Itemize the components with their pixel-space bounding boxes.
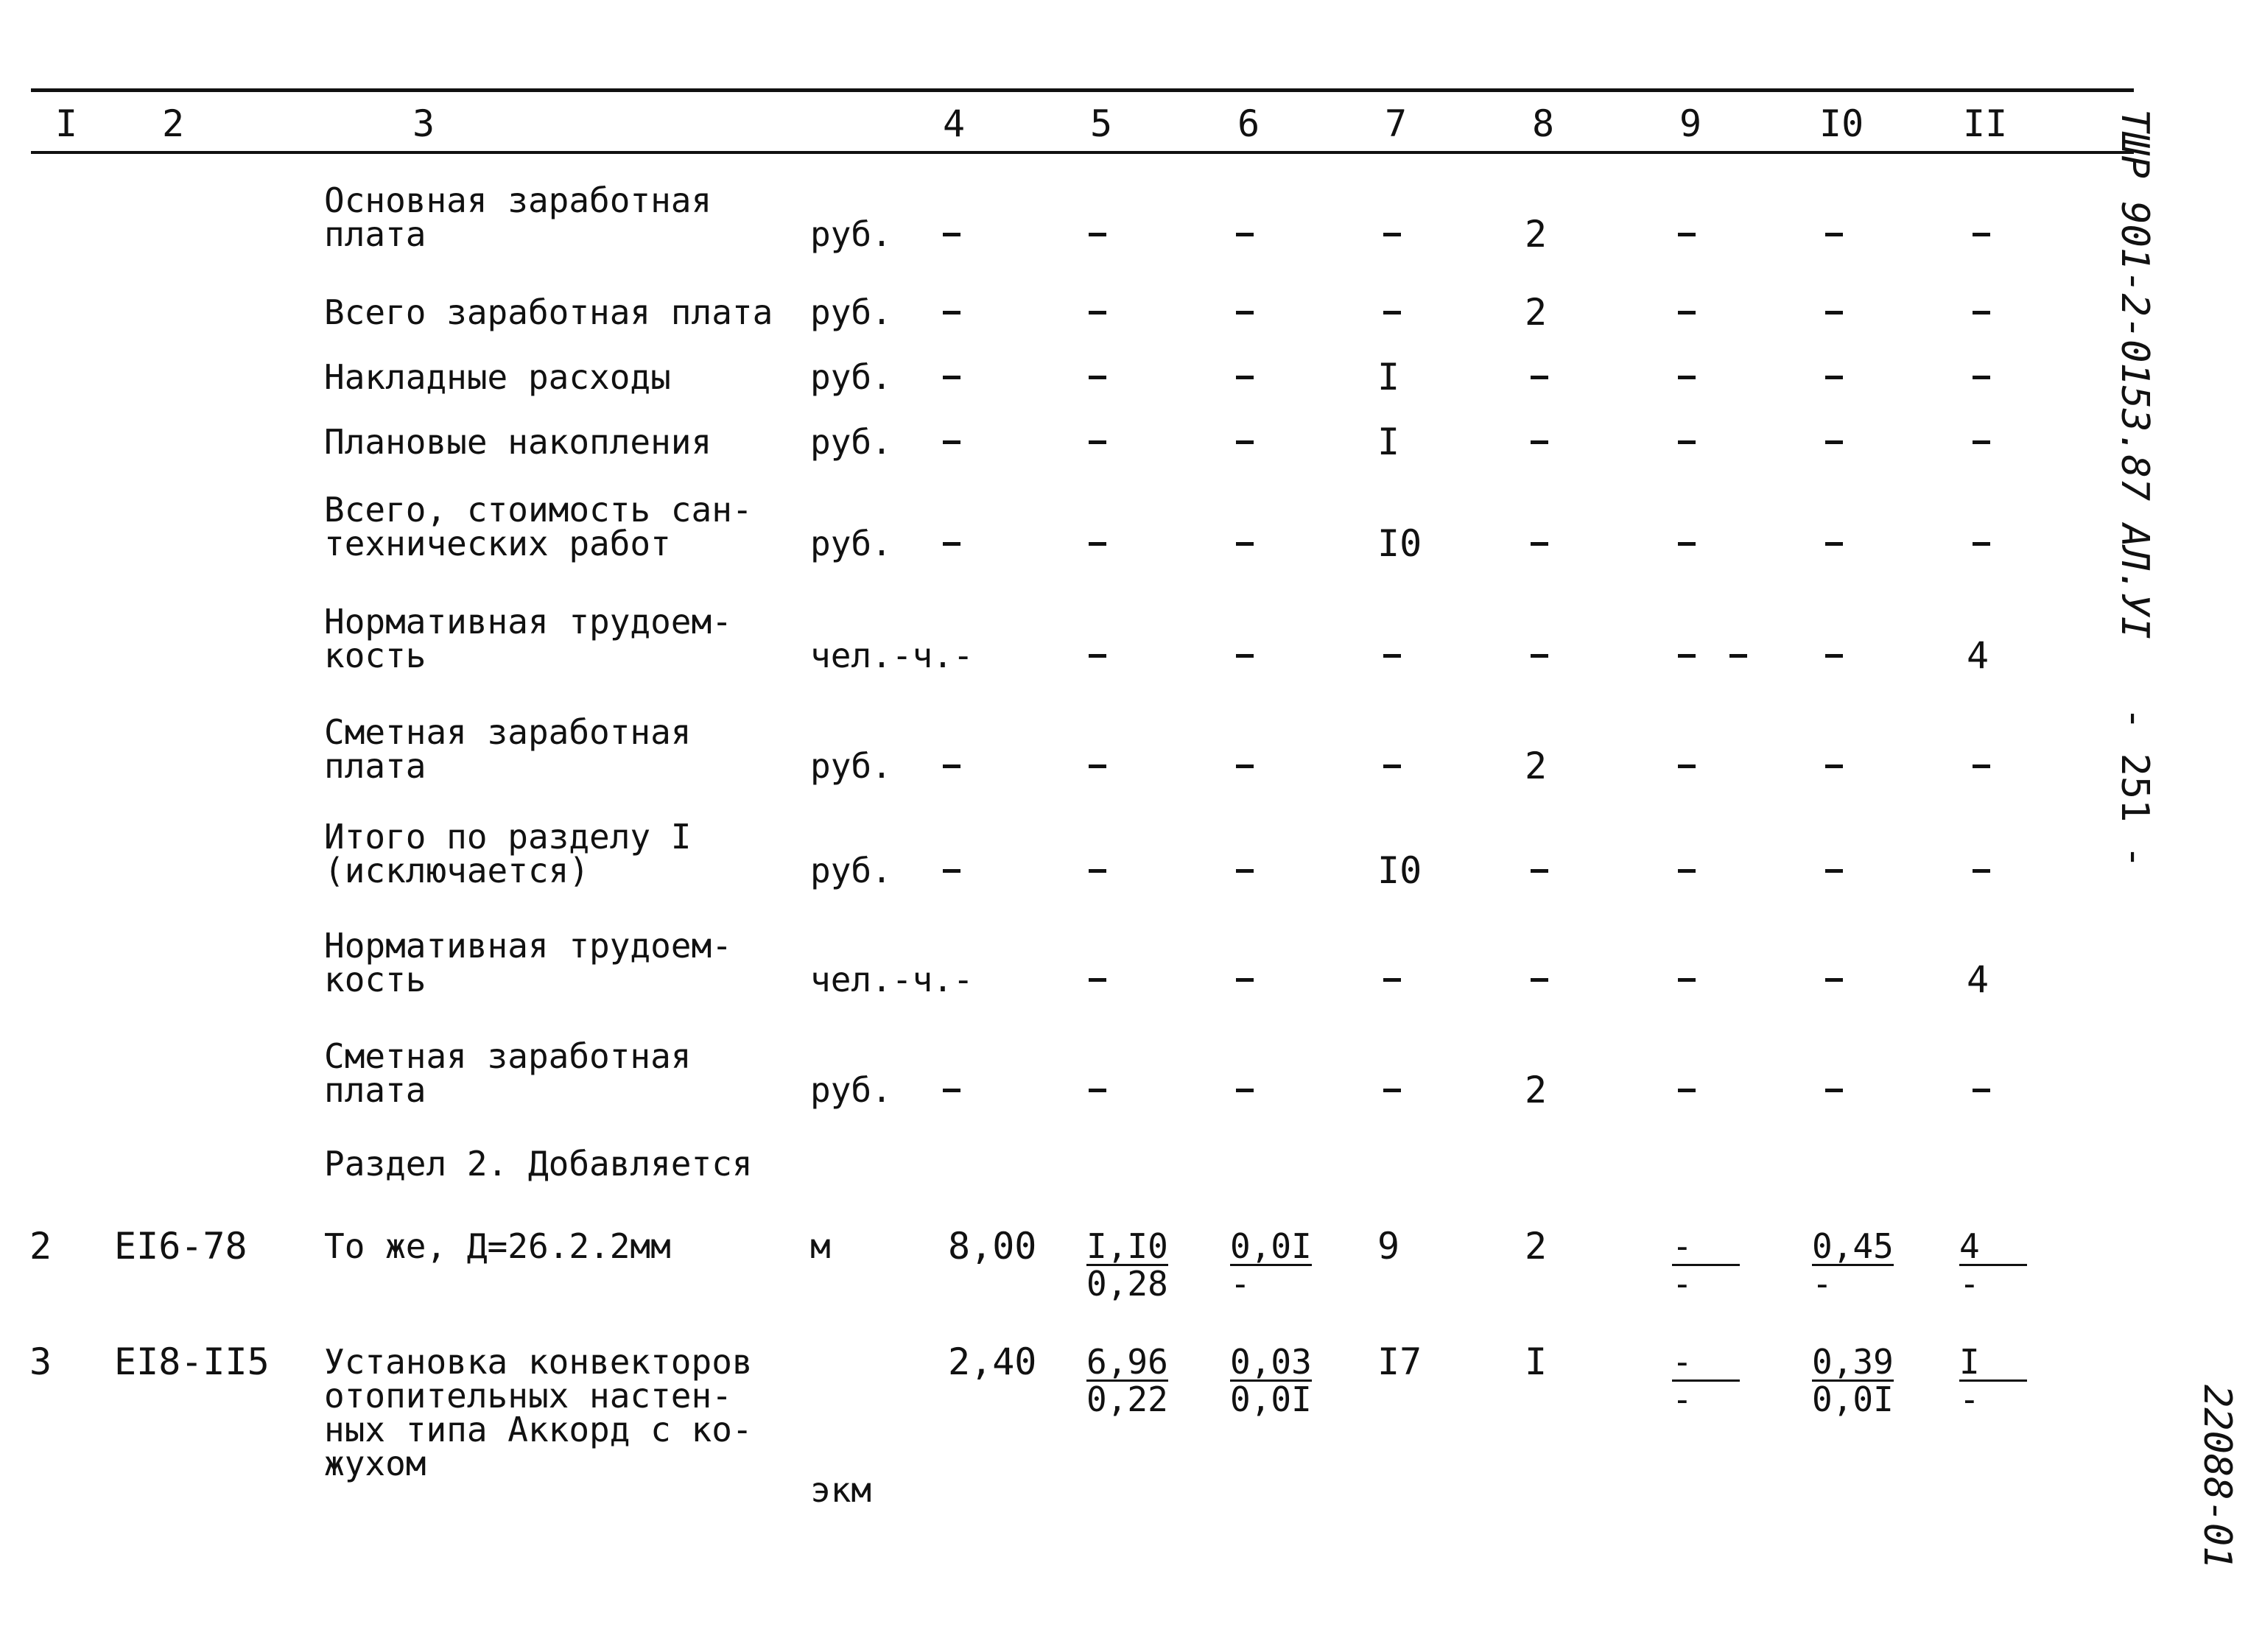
cell-c10 <box>1825 1089 1843 1092</box>
cell-c6 <box>1236 869 1254 873</box>
item-c7: I7 <box>1377 1340 1422 1383</box>
item-unit: экм <box>810 1470 872 1510</box>
cell-c5 <box>1089 233 1106 236</box>
cell-c10 <box>1825 440 1843 444</box>
item-c10-numerator: 0,39 <box>1812 1342 1894 1382</box>
row-label: кость <box>324 960 426 999</box>
cell-c7: I0 <box>1377 849 1422 892</box>
cell-c4 <box>943 440 960 444</box>
item-c5-numerator: 6,96 <box>1086 1342 1168 1382</box>
cell-c8 <box>1531 654 1548 658</box>
cell-c8 <box>1531 542 1548 546</box>
cell-c6 <box>1236 654 1254 658</box>
cell-c11 <box>1973 869 1990 873</box>
row-label: плата <box>324 746 426 786</box>
cell-c9 <box>1678 869 1696 873</box>
cell-c6 <box>1236 765 1254 768</box>
item-c9 <box>1672 1226 1740 1304</box>
row-unit: руб. <box>810 1070 892 1110</box>
item-number: 2 <box>29 1225 52 1268</box>
cell-c5 <box>1089 542 1106 546</box>
item-c6-denominator: - <box>1230 1264 1251 1304</box>
item-c10 <box>1812 1226 1894 1304</box>
cell-c9 <box>1678 233 1696 236</box>
cell-c5 <box>1089 376 1106 379</box>
column-header-7: 7 <box>1385 102 1408 145</box>
cell-c4 <box>943 1089 960 1092</box>
cell-c10 <box>1825 376 1843 379</box>
cell-c9-dash <box>1678 654 1696 658</box>
row-label: Нормативная трудоем- <box>324 602 732 642</box>
document-code: ТШР 901-2-0153.87 АЛ.УI <box>2112 109 2157 640</box>
item-c6-numerator: 0,0I <box>1230 1226 1312 1266</box>
item-c10-denominator: - <box>1812 1264 1833 1304</box>
cell-c9 <box>1678 311 1696 314</box>
cell-c10 <box>1825 311 1843 314</box>
row-unit: руб. <box>810 524 892 563</box>
cell-c11 <box>1973 765 1990 768</box>
item-c7: 9 <box>1377 1225 1400 1268</box>
column-header-5: 5 <box>1090 102 1113 145</box>
row-label: Нормативная трудоем- <box>324 926 732 966</box>
cell-c9 <box>1678 978 1696 982</box>
row-label: Плановые накопления <box>324 422 712 462</box>
column-header-9: 9 <box>1679 102 1702 145</box>
cell-c5 <box>1089 978 1106 982</box>
cell-c10 <box>1825 654 1843 658</box>
item-c11-denominator: - <box>1959 1264 1980 1304</box>
item-c9-numerator: - <box>1672 1229 1740 1266</box>
column-header-10: I0 <box>1819 102 1864 145</box>
cell-c6 <box>1236 978 1254 982</box>
row-unit: руб. <box>810 422 892 462</box>
cell-c8 <box>1531 440 1548 444</box>
item-qty: 2,40 <box>948 1340 1037 1383</box>
cell-c5 <box>1089 869 1106 873</box>
cell-c8: 2 <box>1525 745 1548 787</box>
cell-c10 <box>1825 542 1843 546</box>
cell-c4 <box>943 869 960 873</box>
cell-c6 <box>1236 376 1254 379</box>
item-c5 <box>1086 1226 1168 1304</box>
cell-c9-dash-2 <box>1729 654 1747 658</box>
item-label: отопительных настен- <box>324 1376 732 1416</box>
top-rule <box>31 88 2134 92</box>
item-c8: 2 <box>1525 1225 1548 1268</box>
cell-c7: I <box>1377 421 1400 463</box>
cell-c7 <box>1383 654 1401 658</box>
cell-c11 <box>1973 376 1990 379</box>
cell-c7 <box>1383 1089 1401 1092</box>
cell-c9 <box>1678 1089 1696 1092</box>
item-code: EI6-78 <box>114 1225 247 1268</box>
cell-c7 <box>1383 233 1401 236</box>
cell-c5 <box>1089 440 1106 444</box>
cell-c11 <box>1973 311 1990 314</box>
cell-c5 <box>1089 311 1106 314</box>
cell-c11 <box>1973 440 1990 444</box>
column-header-3: 3 <box>412 102 435 145</box>
item-c11-numerator: I <box>1959 1344 2027 1382</box>
item-c6 <box>1230 1344 1312 1417</box>
cell-c4 <box>943 233 960 236</box>
cell-c6 <box>1236 311 1254 314</box>
column-header-4: 4 <box>943 102 966 145</box>
page-number: - 251 - <box>2112 707 2157 869</box>
row-unit: руб. <box>810 292 892 332</box>
cell-c9 <box>1678 440 1696 444</box>
cell-c4 <box>943 311 960 314</box>
item-code: EI8-II5 <box>114 1340 270 1383</box>
row-unit: руб. <box>810 357 892 397</box>
column-header-2: 2 <box>162 102 185 145</box>
cell-c10 <box>1825 869 1843 873</box>
row-unit: чел.-ч.- <box>810 960 974 999</box>
cell-c7: I <box>1377 356 1400 398</box>
row-label: плата <box>324 1070 426 1110</box>
column-header-6: 6 <box>1237 102 1260 145</box>
cell-c8 <box>1531 869 1548 873</box>
cell-c9 <box>1678 765 1696 768</box>
row-label: (исключается) <box>324 851 590 890</box>
cell-c8: 2 <box>1525 1069 1548 1111</box>
cell-c11 <box>1973 1089 1990 1092</box>
column-header-11: II <box>1963 102 2008 145</box>
item-qty: 8,00 <box>948 1225 1037 1268</box>
cell-c11: 4 <box>1967 634 1989 677</box>
cell-c6 <box>1236 1089 1254 1092</box>
cell-c10 <box>1825 765 1843 768</box>
cell-c6 <box>1236 233 1254 236</box>
row-unit: руб. <box>810 851 892 890</box>
item-label: ных типа Аккорд с ко- <box>324 1410 753 1449</box>
cell-c9 <box>1678 376 1696 379</box>
cell-c11 <box>1973 233 1990 236</box>
cell-c7 <box>1383 311 1401 314</box>
item-c11-numerator: 4 <box>1959 1229 2027 1266</box>
cell-c4 <box>943 765 960 768</box>
cell-c5 <box>1089 1089 1106 1092</box>
cell-c11: 4 <box>1967 958 1989 1001</box>
item-c11 <box>1959 1226 2027 1304</box>
item-unit: м <box>810 1226 831 1266</box>
cell-c5 <box>1089 654 1106 658</box>
column-header-1: I <box>55 102 78 145</box>
row-label: технических работ <box>324 524 671 563</box>
item-c5 <box>1086 1344 1168 1417</box>
row-unit: руб. <box>810 746 892 786</box>
item-c9 <box>1672 1344 1740 1417</box>
cell-c6 <box>1236 440 1254 444</box>
header-rule <box>31 151 2134 154</box>
item-c9-denominator: - <box>1672 1379 1693 1419</box>
item-c10-numerator: 0,45 <box>1812 1226 1894 1266</box>
row-label: Сметная заработная <box>324 712 692 752</box>
cell-c8 <box>1531 978 1548 982</box>
cell-c11 <box>1973 542 1990 546</box>
cell-c10 <box>1825 978 1843 982</box>
item-c10-denominator: 0,0I <box>1812 1379 1894 1419</box>
item-c8: I <box>1525 1340 1548 1383</box>
cell-c10 <box>1825 233 1843 236</box>
cell-c7 <box>1383 765 1401 768</box>
item-c5-numerator: I,I0 <box>1086 1226 1168 1266</box>
row-label: плата <box>324 214 426 254</box>
column-header-8: 8 <box>1532 102 1555 145</box>
cell-c8: 2 <box>1525 213 1548 256</box>
row-label: Всего заработная плата <box>324 292 773 332</box>
row-unit: чел.-ч.- <box>810 636 974 675</box>
row-label: Накладные расходы <box>324 357 671 397</box>
cell-c7: I0 <box>1377 522 1422 565</box>
cell-c8 <box>1531 376 1548 379</box>
cell-c8: 2 <box>1525 291 1548 334</box>
section-heading: Раздел 2. Добавляется <box>324 1144 753 1184</box>
item-label: жухом <box>324 1444 426 1483</box>
item-c6-numerator: 0,03 <box>1230 1342 1312 1382</box>
item-c6-denominator: 0,0I <box>1230 1379 1312 1419</box>
item-label: То же, Д=26.2.2мм <box>324 1226 671 1266</box>
item-c5-denominator: 0,22 <box>1086 1379 1168 1419</box>
item-c9-numerator: - <box>1672 1344 1740 1382</box>
cell-c7 <box>1383 978 1401 982</box>
item-c6 <box>1230 1226 1312 1304</box>
cell-c5 <box>1089 765 1106 768</box>
row-unit: руб. <box>810 214 892 254</box>
cell-c9 <box>1678 542 1696 546</box>
item-c9-denominator: - <box>1672 1264 1693 1304</box>
item-c5-denominator: 0,28 <box>1086 1264 1168 1304</box>
row-label: Основная заработная <box>324 180 712 220</box>
cell-c4 <box>943 542 960 546</box>
row-label: Всего, стоимость сан- <box>324 490 753 530</box>
item-c10 <box>1812 1344 1894 1417</box>
item-label: Установка конвекторов <box>324 1342 753 1382</box>
cell-c6 <box>1236 542 1254 546</box>
item-c11-denominator: - <box>1959 1379 1980 1419</box>
row-label: Сметная заработная <box>324 1036 692 1076</box>
item-c11 <box>1959 1344 2027 1417</box>
row-label: Итого по разделу I <box>324 817 692 857</box>
item-number: 3 <box>29 1340 52 1383</box>
row-label: кость <box>324 636 426 675</box>
archive-stamp: 22088-01 <box>2195 1385 2239 1570</box>
cell-c4 <box>943 376 960 379</box>
